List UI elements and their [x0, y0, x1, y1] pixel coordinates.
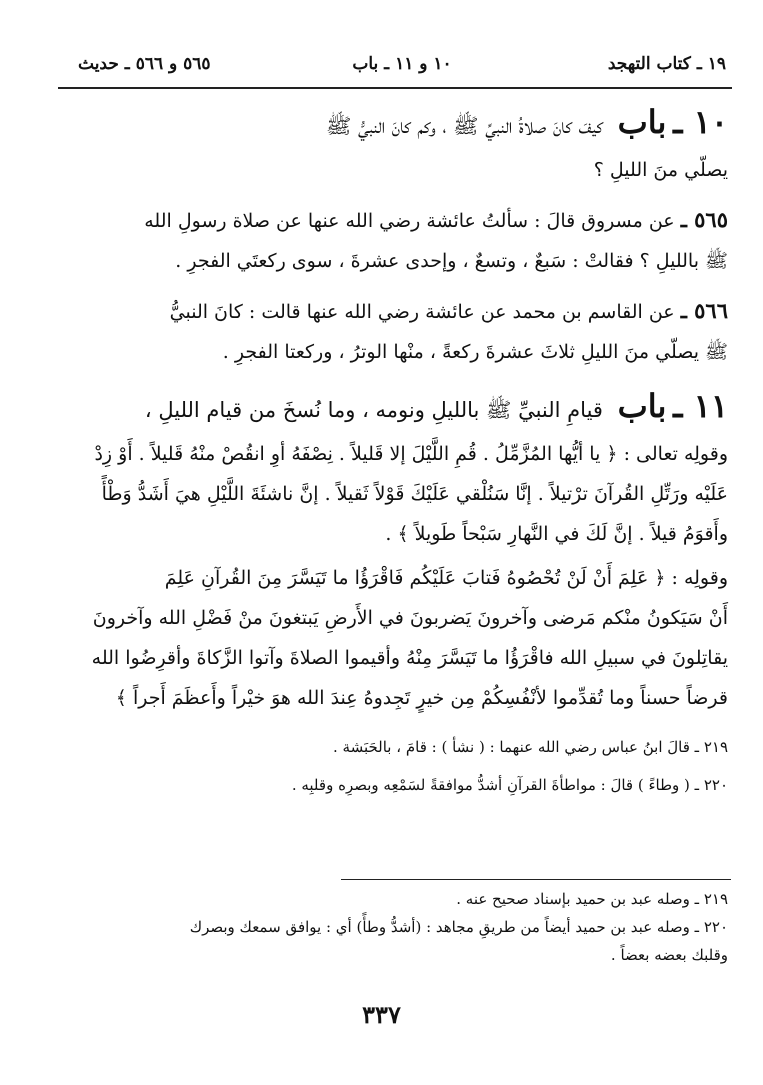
note-220: ٢٢٠ ـ ( وطاءً ) قالَ : مواطأةَ القرآنِ أشدُّ موافقةً لسَمْعِه وبصرِه وقلبِه . — [291, 776, 728, 794]
page-number: ٣٣٧ — [362, 1000, 401, 1029]
bab-10-title-a: كيفَ كانَ صلاةُ النبيِّ ﷺ ، وكم كانَ النبيُّ ﷺ — [325, 114, 603, 138]
hadith-566-line-2: ﷺ يصلّي منَ الليلِ ثلاثَ عشرةَ ركعةً ، منْها الوترُ ، وركعتا الفجرِ . — [222, 341, 728, 363]
hadith-565-text-1: عن مسروق قالَ : سألتُ عائشة رضي الله عنها عن صلاة رسولِ الله — [144, 210, 675, 232]
main-text — [60, 98, 728, 804]
quote-2-line-2: أَنْ سَيَكونُ منْكم مَرضى وآخرونَ يَضربونَ في الأَرضِ يَبتغونَ منْ فَضْلِ الله وآخرونَ — [92, 607, 728, 629]
footnote-219: ٢١٩ ـ وصله عبد بن حميد بإسناد صحيح عنه . — [456, 890, 728, 908]
quote-2-line-1: وقولِه : ﴿ عَلِمَ أَنْ لَنْ تُحْصُوهُ فَتابَ عَلَيْكُم فَاقْرَؤُا ما تَيَسَّرَ مِنَ القُرآنِ عَلِمَ — [164, 567, 728, 589]
hadith-565-line-1 — [60, 200, 728, 241]
footnote-rule — [341, 879, 731, 880]
header-rule — [58, 87, 732, 89]
bab-11-number: ١١ ـ — [673, 387, 728, 425]
hadith-566-number: ٥٦٦ ـ — [680, 298, 728, 323]
bab-11-title: قيامِ النبيِّ ﷺ بالليلِ ونومه ، وما نُسخَ من قيام الليلِ ، — [144, 398, 603, 422]
bab-11-word: باب — [617, 387, 667, 425]
bab-10-heading — [60, 98, 728, 150]
header-chapters-ref: ١٠ و ١١ ـ باب — [352, 54, 452, 74]
quote-2-line-3: يقاتِلونَ في سبيلِ الله فاقْرَؤُا ما تَيَسَّرَ مِنْهُ وأقيموا الصلاةَ وآتوا الزَّكاةَ وأقرِضُوا الله — [91, 647, 728, 669]
hadith-566-line-1 — [60, 291, 728, 332]
bab-10-number: ١٠ ـ — [673, 103, 728, 141]
note-219: ٢١٩ ـ قالَ ابنُ عباس رضي الله عنهما : ( نشأ ) : قامَ ، بالحَبَشة . — [333, 738, 728, 756]
quote-1-line-1: وقولِه تعالى : ﴿ يا أيُّها المُزَّمِّلُ . قُمِ اللَّيْلَ إلا قَليلاً . نِصْفَهُ أوِ انقُصْ منْهُ قَليلاً . أَوْ زِدْ — [94, 443, 728, 465]
hadith-565-number: ٥٦٥ ـ — [680, 207, 728, 232]
bab-11-heading — [60, 382, 728, 434]
running-header — [78, 52, 726, 80]
hadith-565-line-2: ﷺ بالليلِ ؟ فقالتْ : سَبعٌ ، وتسعٌ ، وإحدى عشرةَ ، سوى ركعتَي الفجرِ . — [175, 250, 728, 272]
footnotes — [60, 885, 728, 969]
header-chapter: ١٩ ـ كتاب التهجد — [607, 54, 726, 74]
quote-1-line-2: عَلَيْه ورَتِّلِ القُرآنَ ترْتيلاً . إنَّا سَنُلْقي عَلَيْكَ قَوْلاً ثَقيلاً . إنَّ ناشئَةَ اللَّيْلِ هيَ أَشَدُّ وَطْأً — [101, 483, 728, 505]
hadith-566-text-1: عن القاسم بن محمد عن عائشة رضي الله عنها قالت : كانَ النبيُّ — [169, 301, 675, 323]
footnote-220-line-2: وقلبك بعضه بعضاً . — [610, 946, 728, 964]
quote-1-line-3: وأَقوَمُ قيلاً . إنَّ لَكَ في النَّهارِ سَبْحاً طَويلاً ﴾ . — [385, 523, 728, 545]
bab-10-title-b: يصلّي منَ الليلِ ؟ — [593, 159, 728, 181]
bab-10-word: باب — [617, 103, 667, 141]
footnote-220-line-1: ٢٢٠ ـ وصله عبد بن حميد أيضاً من طريقِ مجاهد : (أشدُّ وطأً) أي : يوافق سمعك وبصرك — [189, 918, 728, 936]
quote-2-line-4: قرضاً حسناً وما تُقدِّموا لأنْفُسِكُمْ مِن خيرٍ تَجِدوهُ عِندَ الله هوَ خيْراً وأَعظَمَ أَجراً ﴾ — [115, 687, 728, 709]
header-hadith-ref: ٥٦٥ و ٥٦٦ ـ حديث — [78, 54, 211, 74]
